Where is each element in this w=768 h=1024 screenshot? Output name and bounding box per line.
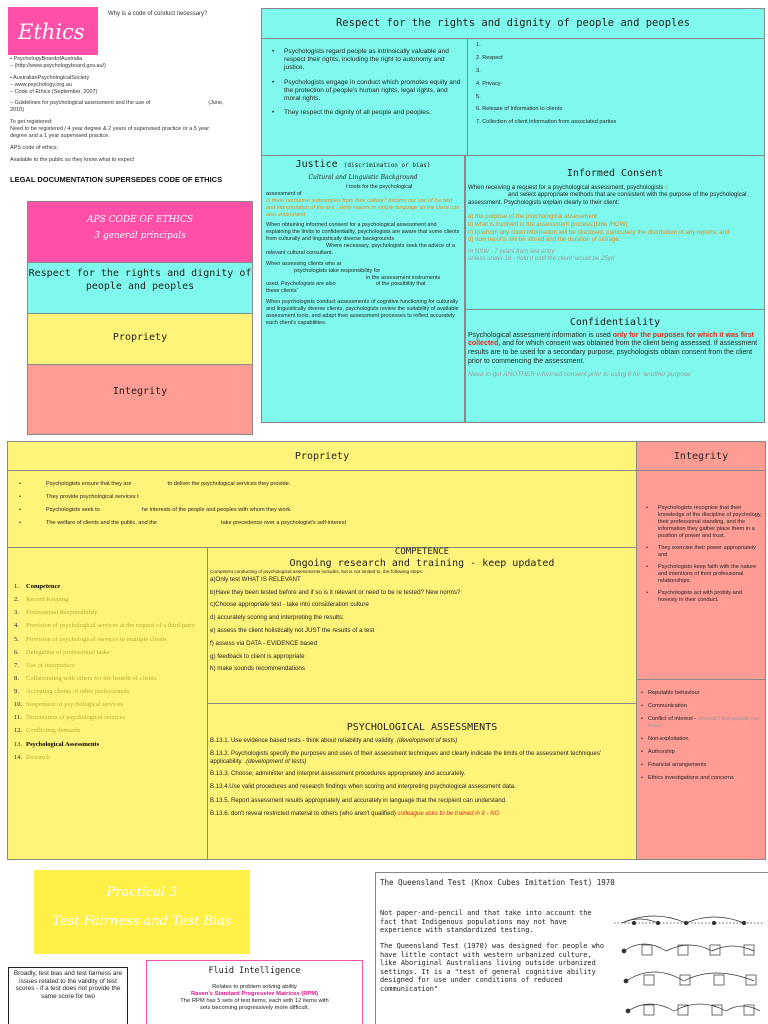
integrity-bullet: • Psychologists recognise that their knowledge of the discipline of psychology, their professional standing, and the information they gather place them in a position of power and trust. — [641, 505, 763, 540]
respect-list-item: 6. Release of Information to clients — [476, 106, 563, 113]
integrity-standard-label: Reputable behaviour — [648, 690, 700, 696]
propriety-title: Propriety — [294, 451, 350, 462]
informed-storage-note — [468, 248, 762, 263]
cube — [710, 945, 720, 955]
fluid-intelligence-title: Fluid Intelligence — [208, 966, 301, 976]
standard-label: Psychological Assessments — [26, 740, 100, 748]
standard-number: 9. — [14, 688, 19, 695]
ethics-title: Ethics — [8, 7, 98, 55]
assessment-text: B.13.6. don't reveal restricted material to others (who aren't qualified) — [210, 810, 396, 818]
respect-list-item: 2. Respect — [476, 54, 503, 61]
propriety-text: he interests of the people and peoples with whom they work. — [141, 507, 292, 513]
assessment-text: B.13.1. Use evidence based tests - think about reliability and validity — [210, 736, 394, 744]
test-bias-box: Broadly, test bias and test fairness are issues related to the validity of test scores - if a test does not provide the same score for two — [8, 967, 128, 1024]
propriety-bullet — [8, 520, 636, 533]
standard-label: Use of interpreters — [26, 661, 75, 669]
queensland-title: The Queensland Test (Knox Cubes Imitation Test) 1970 — [380, 878, 615, 887]
propriety-standard-item — [14, 649, 207, 657]
respect-panel — [261, 8, 765, 156]
propriety-text: They provide psychological services t — [46, 494, 139, 500]
justice-paragraph — [266, 222, 460, 256]
competence-heading — [210, 548, 634, 569]
respect-bullet: • Psychologists regard people as intrinsically valuable and respect their rights, including the right to autonomy and justice. — [272, 48, 461, 73]
propriety-text: Psychologists seek to — [46, 507, 100, 513]
note-line: APS code of ethics: — [10, 144, 58, 151]
cube — [644, 1005, 654, 1015]
principle-propriety: Propriety — [28, 313, 252, 364]
respect-bullet: • They respect the dignity of all people and peoples. — [272, 109, 461, 117]
aps-code-header — [28, 202, 252, 262]
standard-label: Provision of psychological services at the request of a third party — [26, 622, 195, 630]
standard-number: 12. — [14, 727, 23, 735]
propriety-standard-item — [14, 662, 207, 670]
psychological-assessments-panel — [208, 704, 637, 860]
assessments-list — [210, 737, 634, 824]
note-line: Available to the public so they know what to expect — [10, 156, 135, 163]
tap-arc — [622, 919, 658, 923]
note-text: (June, — [208, 100, 224, 107]
propriety-bullet — [8, 507, 636, 520]
respect-list-item: 1. — [476, 42, 481, 48]
informed-text: and select appropriate methods that are consistent with the purpose of the psychological assessment. Psychologists explain clearly to their client: — [468, 191, 747, 206]
integrity-standard-label: Non-exploitation — [648, 735, 689, 742]
tap-dot — [622, 949, 626, 953]
standard-number: 11. — [14, 714, 22, 722]
standard-label: Accepting clients of other professionals — [26, 688, 130, 695]
propriety-text: Psychologists ensure that they are — [46, 481, 132, 487]
note-line: 2010) — [10, 107, 25, 114]
informed-text: c — [665, 183, 669, 191]
integrity-standard-label: Ethics investigations and concerns — [648, 774, 734, 781]
queensland-paragraph: The Queensland Test (1970) was designed for people who have little contact with western urbanized culture, like Aboriginal Australians living outside urbanized settings. It is a "test of general cognitive ability designed for use under conditions of reduced communication" — [380, 941, 605, 993]
standard-number: 2. — [14, 596, 19, 604]
competence-title: COMPETENCE — [394, 547, 450, 557]
fluid-raven: Raven's Standard Progressive Matrices (RPM) — [190, 990, 319, 997]
justice-text: in the assessment instruments — [366, 274, 441, 281]
standard-label: Competence — [26, 583, 61, 590]
justice-text: When assessing clients who ar — [266, 260, 342, 267]
competence-item: f) assess via DATA - EVIDENCE based — [210, 639, 318, 647]
integrity-standard-item — [640, 703, 763, 710]
note-line: • AustralianPsychologicalSociety — [10, 74, 90, 81]
fluid-line: Relates to problem solving ability — [212, 983, 297, 990]
justice-title — [266, 159, 460, 172]
confidentiality-panel — [465, 310, 765, 423]
standard-label: Termination of psychological services — [26, 714, 126, 722]
cube — [678, 1005, 688, 1015]
confidentiality-note: Need to get ANOTHER informed consent prior to using it for 'another purpose' — [468, 370, 693, 378]
assessment-note: .(development of tests) — [393, 736, 458, 744]
assessment-item — [210, 750, 634, 770]
integrity-standard-note: shouldn't test people you know! — [648, 715, 760, 729]
conf-text: and for which consent was obtained from the client being assessed. If assessment results are to be used for a secondary purpose, psychologists obtain consent from the client prior to commencing the assessment. — [468, 340, 758, 365]
standard-number: 13. — [14, 740, 23, 748]
practical-title: Practical 3 — [106, 885, 178, 900]
cube — [644, 975, 654, 985]
propriety-header — [7, 441, 637, 471]
competence-item: d) accurately scoring and interpreting the results; — [210, 614, 344, 622]
note-line: – (http://www.psychologyboard.gov.au/) — [10, 62, 106, 69]
confidentiality-title: Confidentiality — [569, 317, 661, 328]
propriety-standard-item — [14, 688, 207, 696]
propriety-text: The welfare of clients and the public, and the — [46, 520, 158, 526]
integrity-standard-item — [640, 749, 763, 756]
cube — [712, 1005, 722, 1015]
conf-highlight: only for the purposes for which it was first collected, — [468, 331, 754, 348]
standard-number: 1. — [14, 583, 19, 590]
standard-label: Research — [26, 753, 50, 761]
respect-list-item: 4. Privacy — [476, 80, 501, 87]
assessment-text: B.13.2. Psychologists specify the purposes and uses of their assessment techniques and clearly indicate the limits of the assessment techniques' applicability. — [210, 749, 602, 765]
standard-number: 7. — [14, 661, 19, 669]
competence-item: e) assess the client holistically not JUST the results of a test — [210, 626, 375, 634]
cube — [714, 975, 724, 985]
fluid-intelligence-box — [146, 960, 363, 1024]
justice-orange-note: Is there normative subsamples from their culture? Informs our use of the test and interpretation of the test . Write reports in simple language so the client can also understand — [266, 197, 460, 218]
cube — [642, 945, 652, 955]
assessment-red-note: colleague asks to be trained in it - NO — [395, 810, 500, 818]
justice-text: psychologists take responsibility for — [294, 267, 381, 274]
queensland-test-panel — [375, 872, 768, 1024]
ethics-notes — [10, 56, 255, 164]
respect-list-item: 3. — [476, 67, 481, 74]
integrity-bullet: • Psychologists keep faith with the nature and intentions of their professional relationships. — [641, 564, 763, 585]
assessment-text: B.13.4.Use valid procedures and research findings when scoring and interpreting psychological assessment data. — [210, 783, 516, 791]
propriety-standard-item — [14, 609, 207, 617]
justice-text: these clients' — [266, 288, 298, 295]
assessment-text: B.13.3. Choose, administer and interpret assessment procedures appropriately and accurately. — [210, 769, 466, 777]
tap-dot — [624, 979, 628, 983]
informed-note-line: In NSW - 7 years from last entry — [468, 247, 555, 255]
informed-item: a) the purpose of the psychological assessment; — [468, 213, 599, 221]
justice-paragraph: When psychologists conduct assessments of cognitive functioning for culturally and linguistically diverse clients, psychologists review the suitability of available assessment tools, and adapt their assessment processes to reflect accurately each client's capabilities. — [266, 299, 459, 326]
justice-text: used. Psychologists are also — [266, 281, 336, 288]
respect-bullets — [262, 39, 468, 156]
informed-text: When receiving a request for a psychological assessment, psychologists — [468, 183, 664, 191]
assessment-text: B.13.5. Report assessment results appropriately and accurately in language that the recipient can understand. — [210, 796, 507, 804]
assessment-item — [210, 737, 634, 750]
standard-label: Suspension of psychological services — [26, 701, 123, 709]
aps-principles-stack — [27, 201, 253, 435]
competence-subtitle: Ongoing research and training - keep updated — [289, 557, 555, 569]
propriety-standard-item — [14, 622, 207, 630]
justice-text: of the possibility that — [375, 281, 426, 288]
standard-label: Provision of psychological services to multiple clients — [26, 635, 167, 643]
justice-text: t tools for the psychological — [346, 184, 413, 190]
respect-list-item: 7. Collection of client information from associated parties — [476, 119, 617, 126]
standard-label: Conflicting demands — [26, 727, 81, 735]
conf-text: Psychological assessment information is used — [468, 331, 611, 339]
note-line: – Code of Ethics (September, 2007) — [10, 88, 98, 95]
integrity-standard-label: Communication — [648, 702, 687, 709]
competence-item: b)Have they been tested before and if so is it relevant or need to be re tested? New norms? — [210, 588, 461, 596]
standard-number: 4. — [14, 622, 19, 630]
fluid-line: sets becoming progressively more difficult. — [199, 1005, 310, 1012]
propriety-standard-item — [14, 675, 207, 683]
integrity-standard-label: Financial arrangements — [648, 761, 707, 768]
propriety-standard-item — [14, 727, 207, 735]
integrity-standard-label: Conflict of interest - — [648, 715, 697, 722]
competence-item: g) feedback to client is appropriate — [210, 652, 305, 660]
legal-note: LEGAL DOCUMENTATION SUPERSEDES CODE OF ETHICS — [10, 175, 223, 184]
why-question: Why is a code of conduct necessary? — [108, 11, 208, 17]
standard-number: 3. — [14, 609, 19, 617]
respect-title: Respect for the rights and dignity of people and peoples — [262, 9, 764, 39]
informed-item: d) how reports will be stored and the duration of storage. — [468, 236, 621, 244]
assessment-item — [210, 797, 634, 810]
justice-title-note: (discrimination or bias) — [343, 162, 431, 169]
practical-3-banner — [34, 870, 250, 954]
cube — [678, 945, 688, 955]
standard-number: 10. — [14, 701, 23, 709]
informed-consent-panel — [465, 156, 765, 310]
confidentiality-text — [468, 332, 762, 367]
standard-number: 8. — [14, 674, 19, 682]
queensland-paragraph: Not paper-and-pencil and that take into account the fact that Indigenous populations may not have experience with standardized testing. — [380, 909, 592, 935]
standard-number: 14. — [14, 753, 23, 761]
justice-paragraph — [266, 261, 460, 295]
propriety-standards-list — [7, 548, 208, 860]
standard-label: Delegation of professional tasks — [26, 648, 110, 656]
queensland-text — [380, 909, 612, 1001]
tap-dot — [626, 1009, 630, 1013]
justice-subtitle: Cultural and Linguistic Background — [308, 173, 418, 181]
informed-consent-list — [468, 213, 762, 243]
propriety-bullets — [7, 471, 637, 548]
integrity-header — [637, 441, 766, 471]
competence-item: a)Only test WHAT IS RELEVANT — [210, 575, 301, 583]
competence-panel — [208, 548, 637, 704]
propriety-standard-item — [14, 741, 207, 749]
tap-arc — [622, 916, 744, 923]
note-line — [10, 100, 255, 107]
standard-label: Collaborating with others for the benefit of clients — [26, 674, 157, 682]
standard-label: Record Keeping — [26, 596, 69, 604]
respect-list-item: 5. — [476, 93, 481, 100]
informed-item: c) to whom any client information will be disclosed, particularly the distribution of any reports; and — [468, 228, 730, 236]
note-text: – Guidelines for psychological assessment and the use of — [10, 100, 151, 107]
integrity-standard-item — [640, 736, 763, 743]
justice-text: assessment of — [266, 190, 302, 197]
assessment-item — [210, 810, 634, 823]
integrity-standards-list — [637, 680, 766, 860]
note-line: • PsychologyBoardofAustralia — [10, 56, 83, 62]
cube — [680, 975, 690, 985]
justice-text: Where necessary, psychologists seek the advice of a relevant cultural consultant. — [266, 243, 455, 256]
competence-intro: Competent conducting of psychological assessments includes, but is not limited to, the following steps: — [210, 568, 423, 574]
propriety-standard-item — [14, 714, 207, 722]
fluid-line: The RPM has 5 sets of test items, each with 12 items with — [180, 998, 329, 1005]
justice-paragraph — [266, 184, 460, 218]
integrity-bullets — [637, 471, 766, 680]
propriety-standard-item — [14, 596, 207, 604]
assessment-item — [210, 783, 634, 796]
informed-consent-intro — [468, 184, 762, 207]
integrity-title: Integrity — [673, 451, 729, 462]
note-line: To get registered: — [10, 119, 53, 126]
propriety-text: take precedence over a psychologist's self-interest — [221, 520, 347, 526]
practical-subtitle: Test Fairness and Test Bias — [52, 913, 232, 929]
note-line: degree and a 1 year supervised practice. — [10, 132, 110, 139]
respect-list — [468, 39, 765, 156]
propriety-text: to deliver the psychological services they provide. — [167, 481, 291, 487]
informed-consent-title: Informed Consent — [566, 168, 664, 179]
principle-integrity: Integrity — [28, 364, 252, 434]
justice-title-text: Justice — [295, 159, 338, 170]
standard-label: Professional Responsibility — [26, 609, 98, 617]
justice-panel — [261, 156, 465, 423]
integrity-bullet: • They exercise their power appropriately and — [641, 545, 763, 559]
aps-code-subtitle: 3 general principals — [94, 231, 186, 242]
note-line: Need to be registered / 4 year degree & 2 years of supervised practice or a 5 year — [10, 126, 210, 132]
informed-item: b) what is involved in the assessment process;(time /HOW) — [468, 220, 628, 228]
aps-code-title: APS CODE OF ETHICS — [86, 215, 193, 225]
integrity-standard-item — [640, 716, 763, 730]
note-line: – www.psychology.org.au — [10, 81, 72, 88]
respect-bullet: • Psychologists engage in conduct which promotes equity and the protection of people's human rights, legal rights, and moral rights. — [272, 79, 461, 104]
propriety-bullet — [8, 481, 636, 494]
integrity-standard-item — [640, 690, 763, 697]
knox-cubes-diagram — [614, 905, 768, 1024]
informed-note-line: unless under 18 - hold it until the client 'would be 25yo' — [468, 255, 616, 263]
assessments-title: PSYCHOLOGICAL ASSESSMENTS — [346, 722, 498, 733]
standard-number: 5. — [14, 635, 19, 643]
competence-item: h) make sounds recommendations — [210, 665, 305, 673]
propriety-standard-item — [14, 701, 207, 709]
propriety-bullet — [8, 494, 636, 507]
competence-item: c)Choose appropriate test - take into consideration culture — [210, 601, 369, 609]
assessment-note: .(development of tests) — [242, 757, 307, 765]
integrity-bullet: • Psychologists act with probity and honesty in their conduct. — [641, 590, 763, 604]
integrity-standard-item — [640, 775, 763, 782]
assessment-item — [210, 770, 634, 783]
principle-respect: Respect for the rights and dignity of people and peoples — [28, 262, 252, 313]
integrity-standard-label: Authorship — [648, 748, 675, 755]
integrity-standard-item — [640, 762, 763, 769]
propriety-standard-item — [14, 754, 207, 762]
standard-number: 6. — [14, 648, 19, 656]
justice-text: When obtaining informed consent for a psychological assessment and explaining the limits to confidentiality, psychologists are aware that some clients from culturally and linguistically diverse backgrounds — [266, 222, 460, 243]
propriety-standard-item — [14, 636, 207, 644]
propriety-standard-item — [14, 583, 207, 591]
